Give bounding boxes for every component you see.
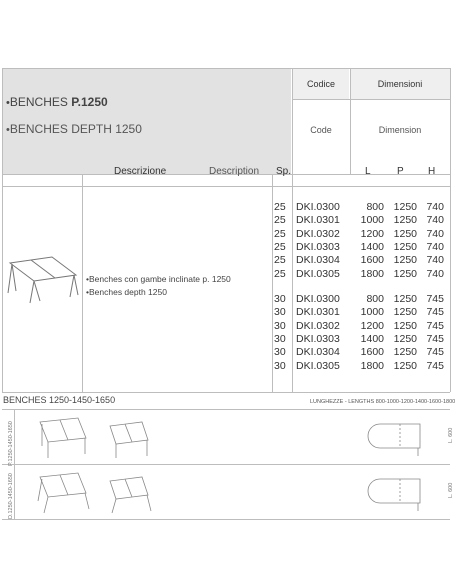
- col-h: H: [428, 166, 436, 177]
- side-label-2: D.1250-1450-1650: [8, 473, 14, 519]
- row-p: 1250: [393, 306, 417, 319]
- dim-label-1: L. 600: [448, 427, 454, 443]
- row-sp: 25: [274, 214, 286, 227]
- row-h: 740: [426, 254, 444, 267]
- title-prefix: BENCHES: [9, 95, 72, 109]
- row-h: 745: [426, 306, 444, 319]
- row-p: 1250: [393, 227, 417, 240]
- row-h: 745: [426, 319, 444, 332]
- row-l: 1400: [360, 332, 384, 345]
- row-l: 1600: [360, 254, 384, 267]
- code-en-label: Code: [310, 125, 332, 135]
- row-sp: 30: [274, 319, 286, 332]
- row-sp: 30: [274, 359, 286, 372]
- row-code: DKI.0301: [296, 306, 340, 319]
- description-it-text: Benches con gambe inclinate p. 1250: [88, 274, 231, 284]
- lengths-label: LUNGHEZZE - LENGTHS 800-1000-1200-1400-1600-1800: [310, 399, 455, 405]
- bench-desk-illustration: [6, 245, 78, 305]
- row-l: 1000: [360, 306, 384, 319]
- row-code: DKI.0303: [296, 332, 340, 345]
- row-h: 745: [426, 346, 444, 359]
- code-it-label: Codice: [306, 79, 335, 89]
- row-sp: 25: [274, 201, 286, 213]
- row-l: 800: [366, 201, 384, 213]
- row-sp: 25: [274, 227, 286, 240]
- row-p: 1250: [393, 332, 417, 345]
- row-h: 745: [426, 359, 444, 372]
- dim-label-2: L. 600: [448, 482, 454, 498]
- row-sp: 30: [274, 332, 286, 345]
- row-code: DKI.0304: [296, 254, 340, 267]
- description-en-text: Benches depth 1250: [88, 287, 167, 297]
- row-sp: 25: [274, 240, 286, 253]
- row-l: 800: [366, 293, 384, 305]
- row-sp: 30: [274, 293, 286, 305]
- row-l: 1200: [360, 227, 384, 240]
- row-h: 745: [426, 332, 444, 345]
- row-l: 1200: [360, 319, 384, 332]
- row-p: 1250: [393, 293, 417, 305]
- row-code: DKI.0303: [296, 240, 340, 253]
- row-p: 1250: [393, 359, 417, 372]
- row-sp: 30: [274, 306, 286, 319]
- row-p: 1250: [393, 240, 417, 253]
- bench-module-drawing-row2: [30, 467, 150, 517]
- row-p: 1250: [393, 254, 417, 267]
- row-p: 1250: [393, 319, 417, 332]
- dim-it-label: Dimensioni: [377, 79, 423, 89]
- row-code: DKI.0304: [296, 346, 340, 359]
- row-code: DKI.0302: [296, 319, 340, 332]
- row-l: 1600: [360, 346, 384, 359]
- page-subtitle: •BENCHES DEPTH 1250: [6, 122, 142, 136]
- title-bold: P.1250: [71, 95, 108, 109]
- subtitle-text: BENCHES DEPTH 1250: [9, 122, 142, 136]
- side-label-1: P.1250-1450-1650: [8, 421, 14, 466]
- row-sp: 25: [274, 254, 286, 267]
- row-code: DKI.0300: [296, 201, 340, 213]
- col-description: Description: [209, 166, 260, 177]
- section-title: BENCHES 1250-1450-1650: [3, 395, 116, 405]
- row-h: 740: [426, 214, 444, 227]
- col-descrizione: Descrizione: [114, 166, 167, 177]
- page-title: •BENCHES P.1250: [6, 95, 108, 109]
- dim-en-label: Dimension: [378, 125, 422, 135]
- col-sp: Sp.: [276, 166, 292, 177]
- row-sp: 25: [274, 267, 286, 280]
- row-l: 1800: [360, 359, 384, 372]
- row-l: 1400: [360, 240, 384, 253]
- row-code: DKI.0302: [296, 227, 340, 240]
- row-sp: 30: [274, 346, 286, 359]
- row-h: 740: [426, 201, 444, 213]
- description-en: •Benches depth 1250: [86, 287, 167, 297]
- row-code: DKI.0305: [296, 267, 340, 280]
- row-p: 1250: [393, 201, 417, 213]
- row-h: 740: [426, 227, 444, 240]
- row-h: 745: [426, 293, 444, 305]
- description-it: •Benches con gambe inclinate p. 1250: [86, 274, 231, 284]
- header-panel: [2, 68, 291, 174]
- row-h: 740: [426, 267, 444, 280]
- row-h: 740: [426, 240, 444, 253]
- row-code: DKI.0305: [296, 359, 340, 372]
- bench-end-plan-row2: [370, 473, 440, 513]
- row-l: 1800: [360, 267, 384, 280]
- row-code: DKI.0300: [296, 293, 340, 305]
- row-p: 1250: [393, 267, 417, 280]
- row-code: DKI.0301: [296, 214, 340, 227]
- col-p: P: [397, 166, 404, 177]
- row-p: 1250: [393, 346, 417, 359]
- row-l: 1000: [360, 214, 384, 227]
- bench-module-drawing-row1: [30, 412, 150, 462]
- row-p: 1250: [393, 214, 417, 227]
- col-l: L: [365, 166, 371, 177]
- bench-end-plan-row1: [370, 418, 440, 458]
